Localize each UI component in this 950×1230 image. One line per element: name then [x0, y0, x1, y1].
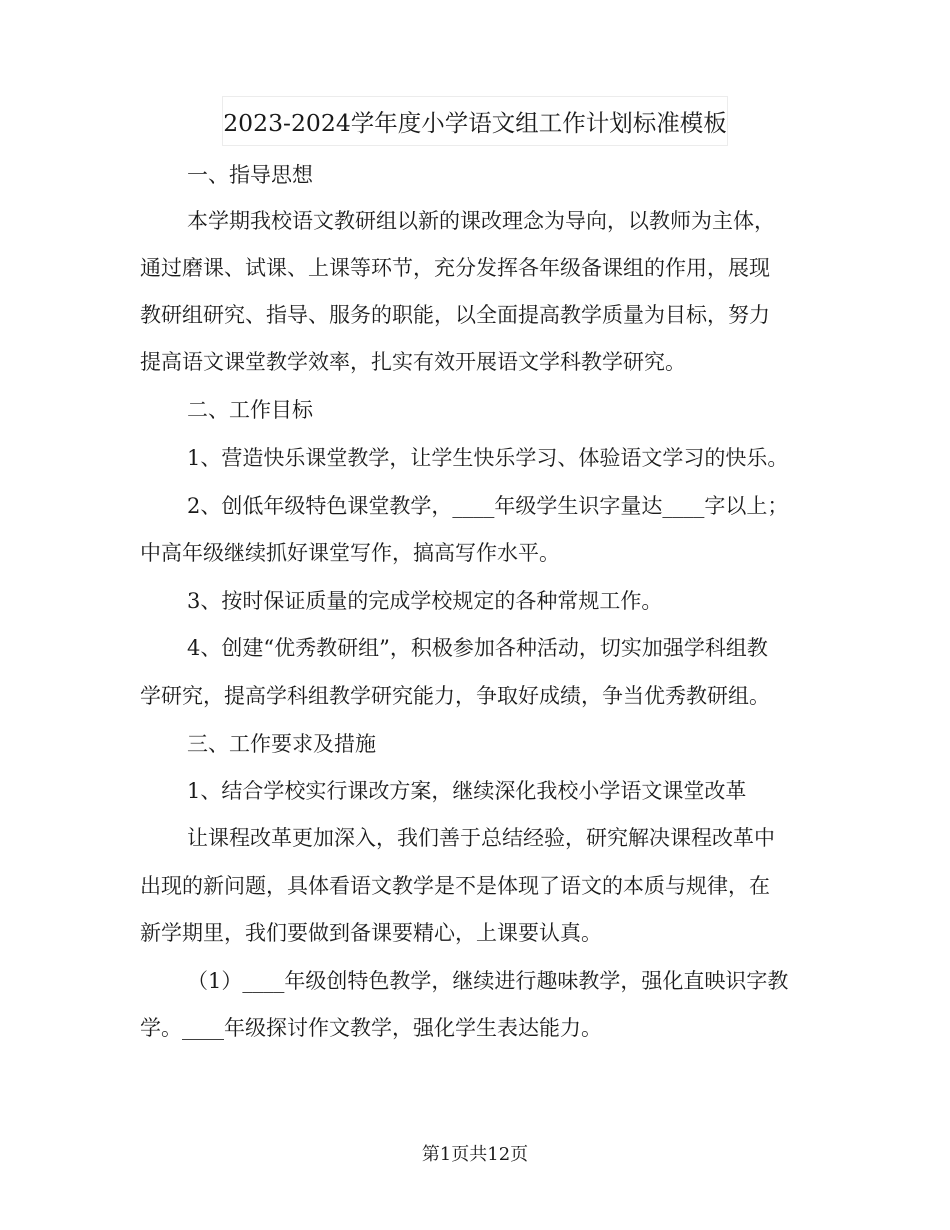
page-number-footer: 第1页共12页	[421, 1144, 529, 1165]
paragraph-line: 学。____年级探讨作文教学，强化学生表达能力。	[140, 1016, 602, 1040]
paragraph-line: 让课程改革更加深入，我们善于总结经验，研究解决课程改革中	[187, 826, 775, 850]
paragraph-line: 通过磨课、试课、上课等环节，充分发挥各年级备课组的作用，展现	[140, 256, 770, 280]
paragraph-line: 中高年级继续抓好课堂写作，搞高写作水平。	[140, 541, 560, 565]
paragraph-line: 2、创低年级特色课堂教学，____年级学生识字量达____字以上；	[187, 494, 789, 518]
document-title: 2023-2024学年度小学语文组工作计划标准模板	[222, 96, 728, 146]
paragraph-line: 新学期里，我们要做到备课要精心，上课要认真。	[140, 921, 602, 945]
paragraph-line: 1、结合学校实行课改方案，继续深化我校小学语文课堂改革	[187, 779, 747, 803]
paragraph-line: 本学期我校语文教研组以新的课改理念为导向，以教师为主体，	[187, 209, 775, 233]
paragraph-line: 出现的新问题，具体看语文教学是不是体现了语文的本质与规律，在	[140, 874, 770, 898]
paragraph-line: 1、营造快乐课堂教学，让学生快乐学习、体验语文学习的快乐。	[187, 446, 789, 470]
paragraph-line: 教研组研究、指导、服务的职能，以全面提高教学质量为目标，努力	[140, 303, 770, 327]
paragraph-line: 3、按时保证质量的完成学校规定的各种常规工作。	[187, 589, 663, 613]
section-heading-requirements: 三、工作要求及措施	[187, 732, 376, 756]
paragraph-line: 4、创建“优秀教研组”，积极参加各种活动，切实加强学科组教	[187, 636, 768, 660]
paragraph-line: 提高语文课堂教学效率，扎实有效开展语文学科教学研究。	[140, 350, 686, 374]
section-heading-work-goals: 二、工作目标	[187, 398, 313, 422]
paragraph-line: 学研究，提高学科组教学研究能力，争取好成绩，争当优秀教研组。	[140, 684, 770, 708]
paragraph-line: （1）____年级创特色教学，继续进行趣味教学，强化直映识字教	[187, 969, 789, 993]
section-heading-guiding-ideology: 一、指导思想	[187, 163, 313, 187]
